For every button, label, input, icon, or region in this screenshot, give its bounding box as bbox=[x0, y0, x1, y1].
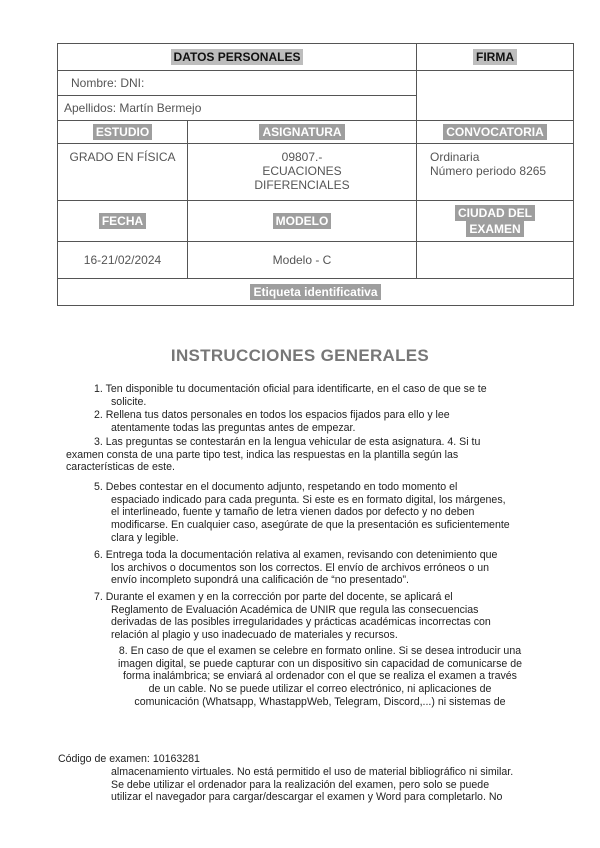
instructions-title: INSTRUCCIONES GENERALES bbox=[170, 346, 430, 365]
instruction-1: 1. Ten disponible tu documentación oficial para identificarte, en el caso de que se te solicite. bbox=[94, 383, 487, 408]
firma-header: FIRMA bbox=[417, 44, 574, 71]
convocatoria-header: CONVOCATORIA bbox=[417, 121, 574, 144]
nombre-field: Nombre: DNI: bbox=[58, 71, 417, 96]
apellidos-field: Apellidos: Martín Bermejo bbox=[58, 96, 417, 121]
exam-header-table bbox=[57, 43, 574, 306]
fecha-value: 16-21/02/2024 bbox=[58, 242, 188, 279]
ciudad-value bbox=[417, 242, 574, 279]
instruction-7: 7. Durante el examen y en la corrección por parte del docente, se aplicará el Reglamento de Evaluación Académica de UNIR que regula las consecuencias derivadas de las posibles irregularidades y prácticas académicas incorrectas con relación al plagio y uso inadecuado de materiales y recursos. bbox=[94, 591, 491, 642]
firma-box bbox=[417, 71, 574, 121]
etiqueta-identificativa: Etiqueta identificativa bbox=[58, 279, 574, 306]
modelo-value: Modelo - C bbox=[188, 242, 417, 279]
convocatoria-value: Ordinaria Número periodo 8265 bbox=[417, 144, 574, 201]
estudio-value: GRADO EN FÍSICA bbox=[58, 144, 188, 201]
asignatura-header: ASIGNATURA bbox=[188, 121, 417, 144]
asignatura-value: 09807.- ECUACIONES DIFERENCIALES bbox=[188, 144, 417, 201]
instruction-2: 2. Rellena tus datos personales en todos los espacios fijados para ello y lee atentamente todas las preguntas antes de empezar. bbox=[94, 409, 450, 434]
exam-code: Código de examen: 10163281 bbox=[58, 753, 200, 765]
modelo-header: MODELO bbox=[188, 201, 417, 242]
datos-personales-header: DATOS PERSONALES bbox=[58, 44, 417, 71]
estudio-header: ESTUDIO bbox=[58, 121, 188, 144]
instruction-6: 6. Entrega toda la documentación relativa al examen, revisando con detenimiento que los archivos o documentos son los correctos. El envío de archivos erróneos o un envío incompleto supondrá una calificación de “no presentado”. bbox=[94, 549, 498, 587]
ciudad-header: CIUDAD DEL EXAMEN bbox=[417, 201, 574, 242]
instruction-8-continuation: almacenamiento virtuales. No está permitido el uso de material bibliográfico ni similar. Se debe utilizar el ordenador para la realización del examen, pero solo se puede utilizar el navegador para cargar/descargar el examen y Word para completarlo. No bbox=[111, 766, 514, 804]
instruction-8: 8. En caso de que el examen se celebre en formato online. Si se desea introducir una imagen digital, se puede capturar con un dispositivo sin capacidad de comunicarse de forma inalámbrica; se enviará al ordenador con el que se realiza el examen a través de un cable. No se puede utilizar el correo electrónico, ni aplicaciones de comunicación (Whatsapp, WhastappWeb, Telegram, Discord,...) ni sistemas de bbox=[118, 645, 522, 708]
instruction-5: 5. Debes contestar en el documento adjunto, respetando en todo momento el espaciado indicado para cada pregunta. Si este es en formato digital, los márgenes, el interlineado, fuente y tamaño de letra vienen dados por defecto y no deben modificarse. En cualquier caso, asegúrate de que la presentación es suficientemente clara y legible. bbox=[94, 481, 510, 544]
fecha-header: FECHA bbox=[58, 201, 188, 242]
instruction-3: 3. Las preguntas se contestarán en la lengua vehicular de esta asignatura. 4. Si tu examen consta de una parte tipo test, indica las respuestas en la plantilla según las características de este. bbox=[66, 436, 481, 474]
